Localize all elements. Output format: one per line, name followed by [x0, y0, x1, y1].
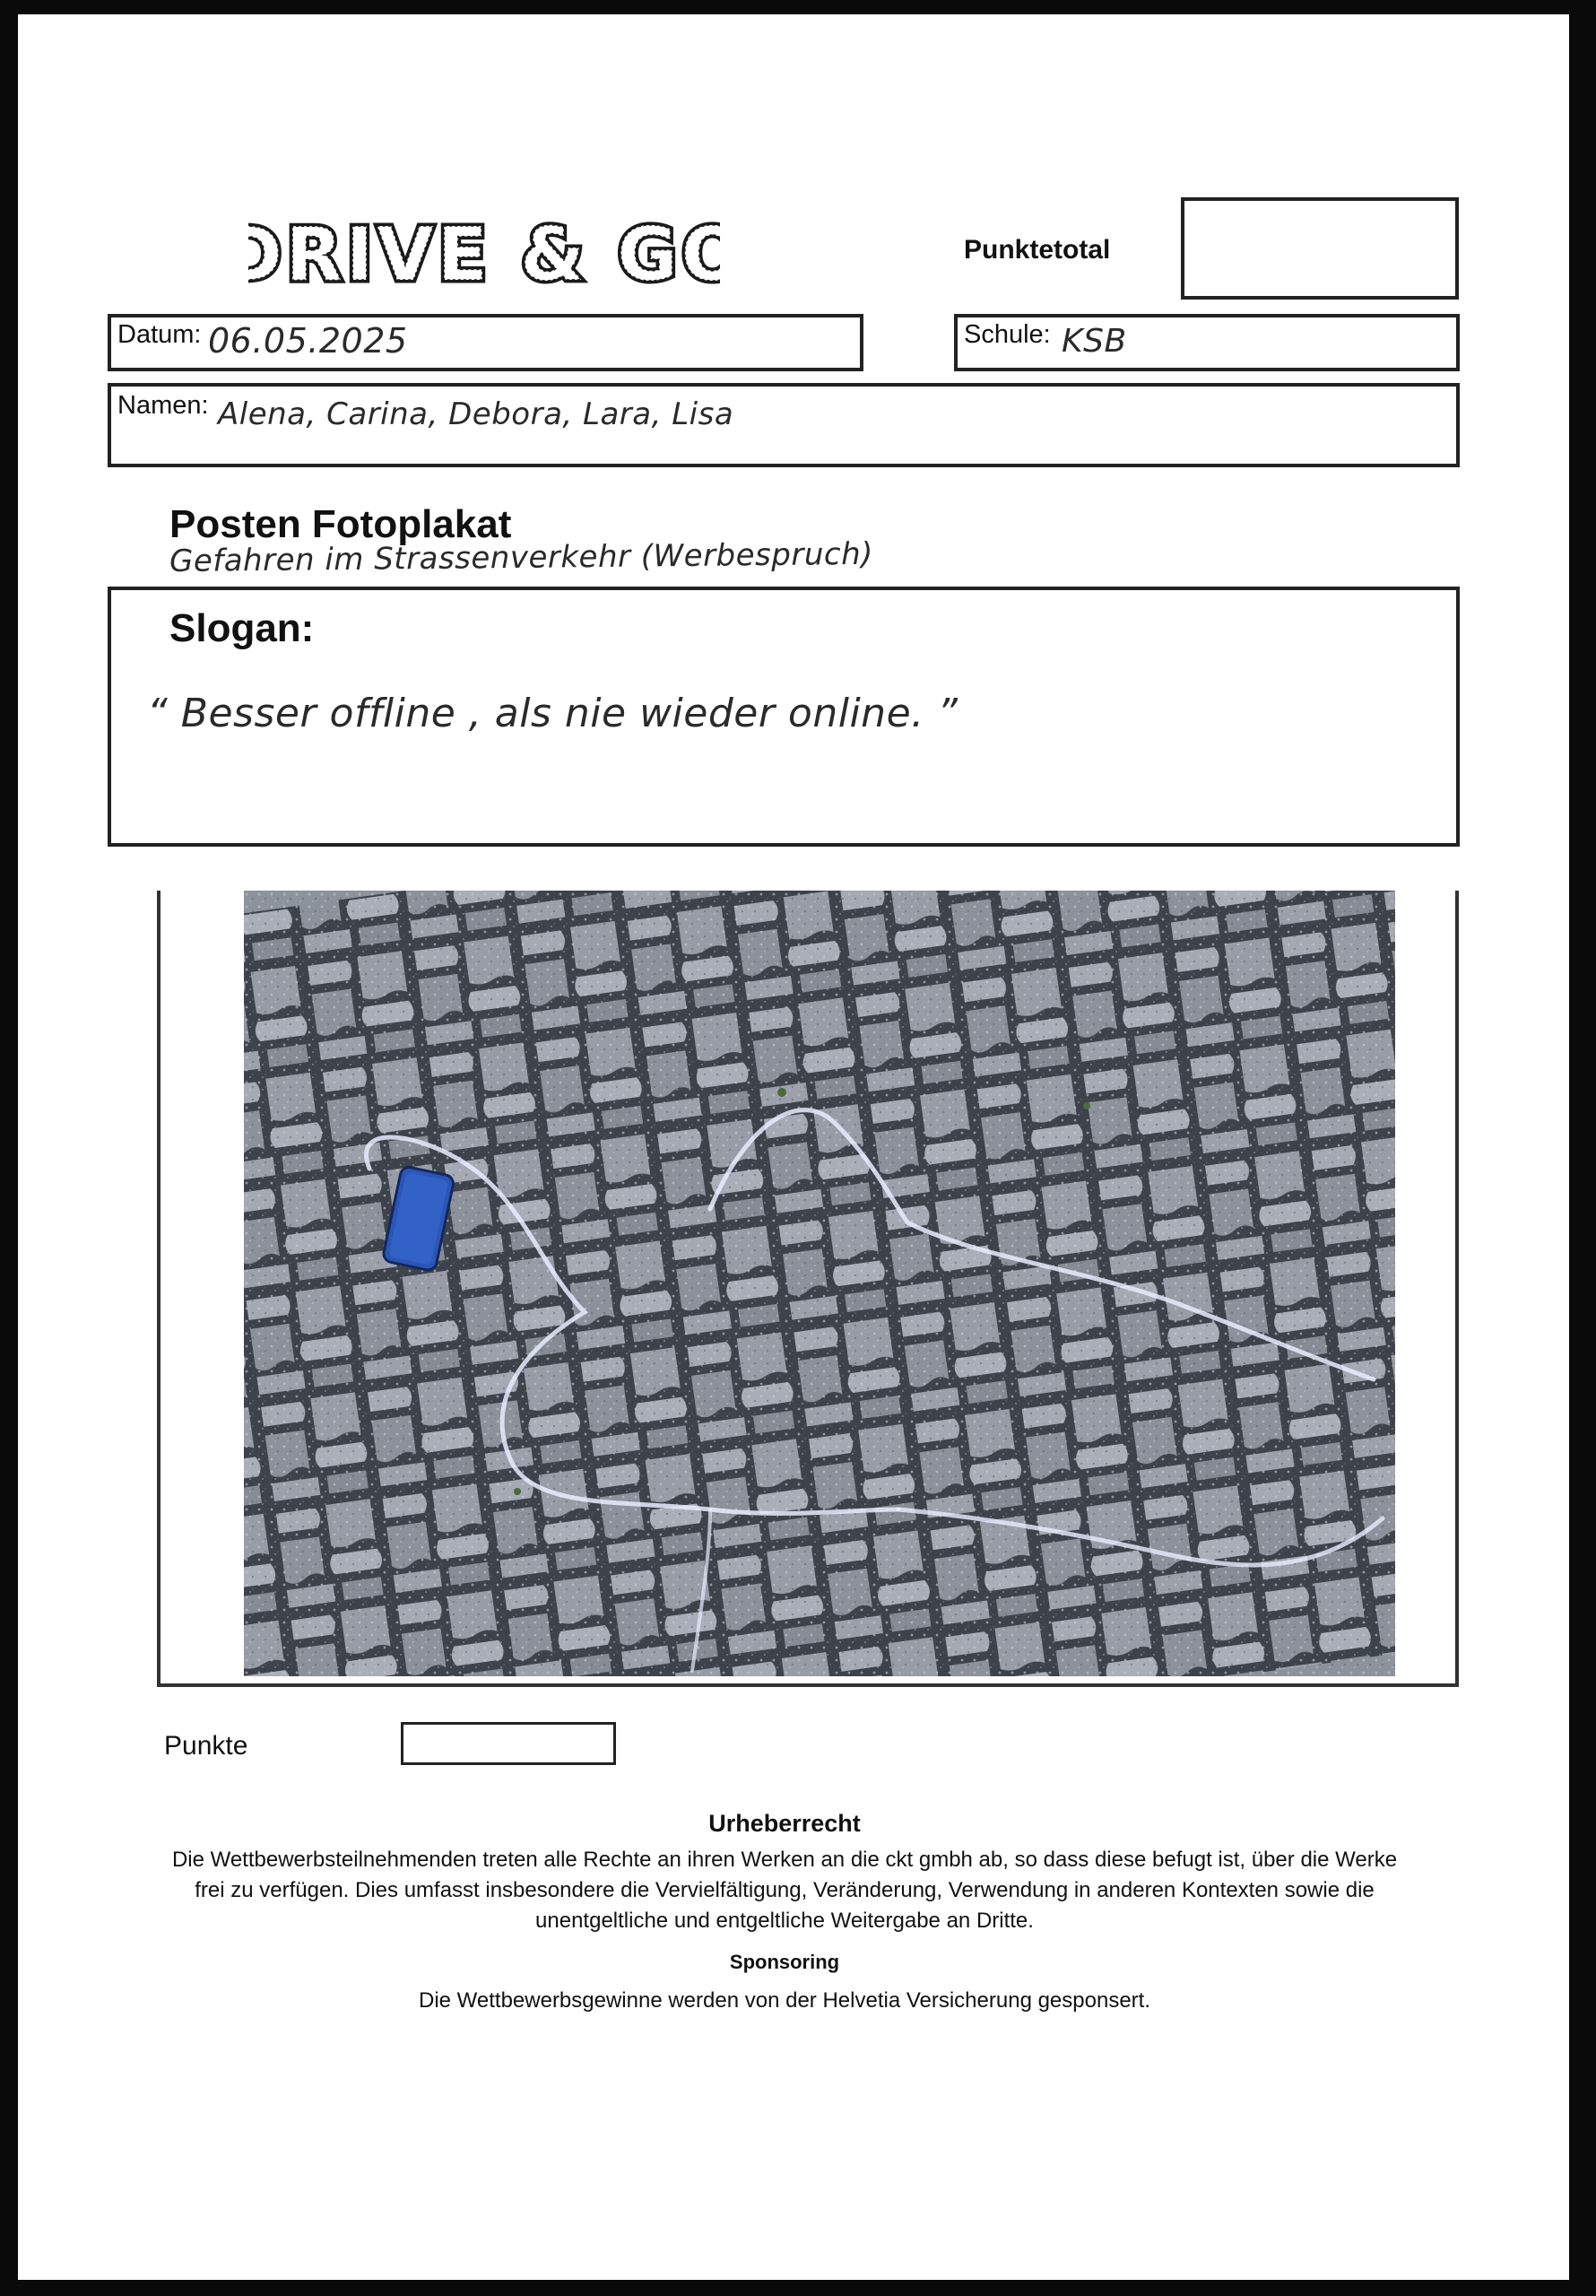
sponsoring-text: Die Wettbewerbsgewinne werden von der Helvetia Versicherung gesponsert. — [418, 1988, 1150, 2013]
punktetotal-label: Punktetotal — [964, 235, 1111, 265]
namen-value: Alena, Carina, Debora, Lara, Lisa — [218, 396, 734, 432]
photo-image — [244, 891, 1395, 1676]
datum-label: Datum: — [117, 320, 202, 349]
svg-text:DRIVE & GO: DRIVE & GO — [248, 213, 720, 294]
slogan-label: Slogan: — [169, 606, 315, 650]
svg-text:DRIVE & GO: DRIVE & GO — [248, 213, 720, 294]
urheberrecht-line-2: frei zu verfügen. Dies umfasst insbesondere die Vervielfältigung, Veränderung, Verwendung in anderen Kontexten sowie die — [195, 1878, 1375, 1902]
posten-subtitle: Gefahren im Strassenverkehr (Werbespruch) — [169, 535, 874, 579]
slogan-text: “ Besser offline , als nie wieder online. ” — [147, 691, 958, 736]
drive-and-go-logo — [248, 212, 720, 294]
urheberrecht-line-3: unentgeltliche und entgeltliche Weitergabe an Dritte. — [535, 1909, 1034, 1933]
posten-title: Posten Fotoplakat — [169, 502, 512, 546]
punkte-box[interactable] — [401, 1722, 616, 1765]
namen-label: Namen: — [117, 391, 209, 420]
sponsoring-title: Sponsoring — [729, 1951, 840, 1973]
schule-value: KSB — [1062, 323, 1127, 360]
schule-label: Schule: — [964, 320, 1051, 349]
punktetotal-box[interactable] — [1181, 197, 1459, 300]
datum-value: 06.05.2025 — [208, 321, 408, 361]
urheberrecht-line-1: Die Wettbewerbsteilnehmenden treten alle Rechte an ihren Werken an die ckt gmbh ab, so dass diese befugt ist, über die Werke — [171, 1848, 1398, 1872]
punkte-label: Punkte — [164, 1731, 248, 1761]
urheberrecht-title: Urheberrecht — [708, 1810, 861, 1837]
